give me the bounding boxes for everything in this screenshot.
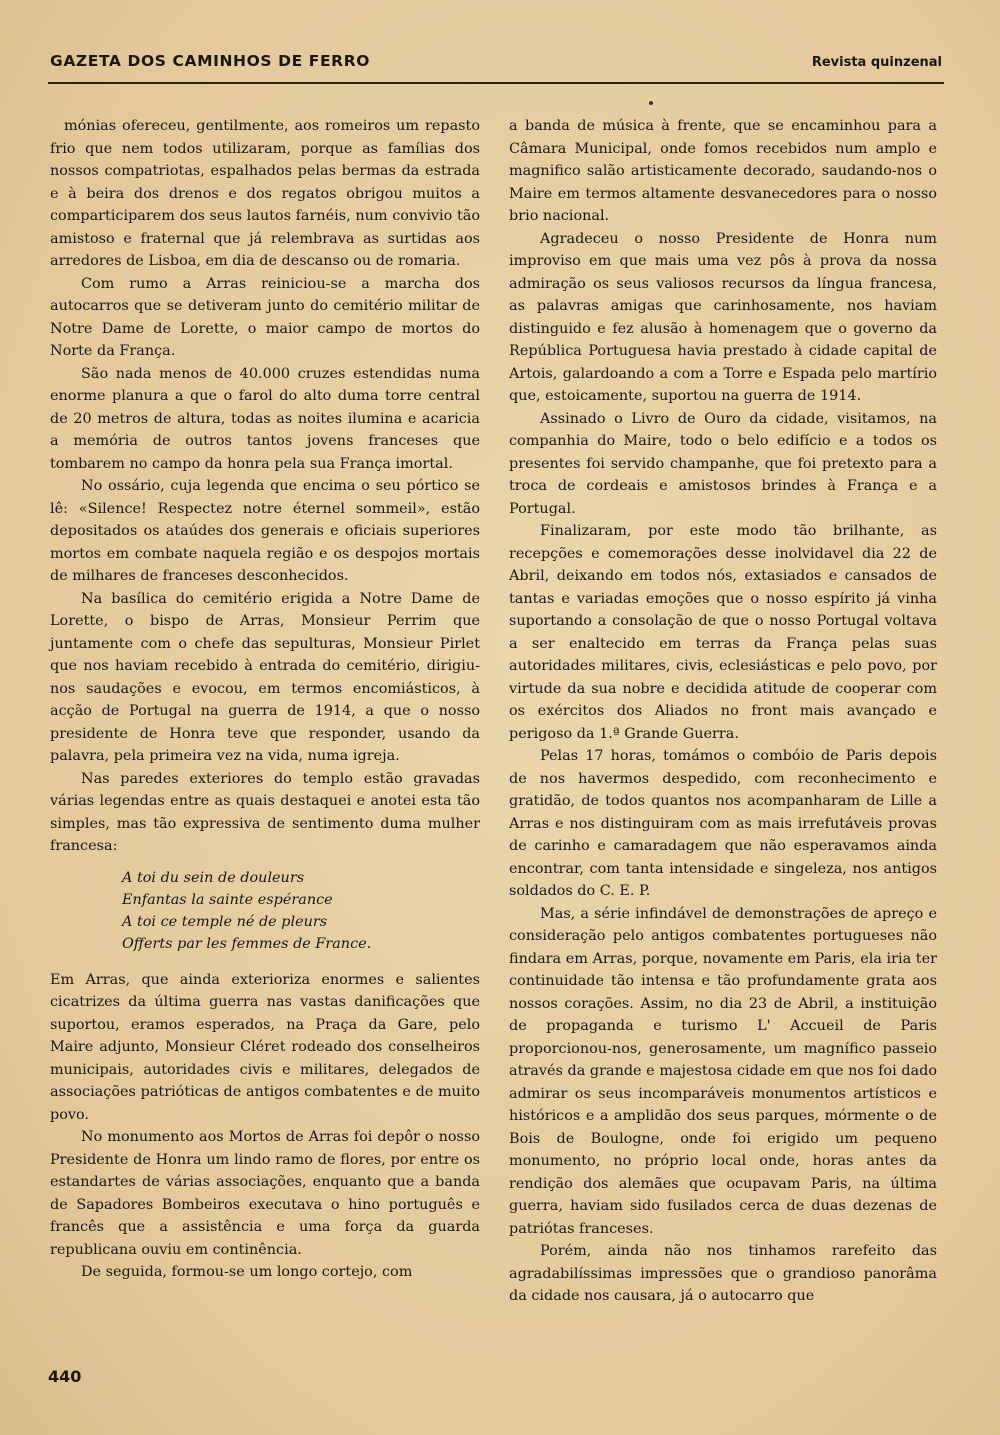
paragraph: São nada menos de 40.000 cruzes estendidas numa enorme planura a que o farol do alto duma torre central de 20 metros de altura, todas as noites ilumina e acaricia a memória de outros tantos jovens franceses que tombarem no campo da honra pela sua França imortal.: [50, 365, 480, 472]
poem-line: Enfantas la sainte espérance: [122, 891, 333, 908]
paragraph: Mas, a série infindável de demonstrações de apreço e consideração pelo antigos combatentes portugueses não findara em Arras, porque, novamente em Paris, ela iria ter continuidade tão intensa e tão profundamente grata aos nossos corações. Assim, no dia 23 de Abril, a instituição de propaganda e turismo L' Accueil de Paris proporcionou-nos, generosamente, um magnífico passeio através da grande e majestosa cidade em que nos foi dado admirar os seus incomparáveis monumentos artísticos e históricos e a amplidão dos seus parques, mórmente o de Bois de Boulogne, onde foi erigido um pequeno monumento, no próprio local onde, horas antes da rendição dos alemães que ocupavam Paris, na última guerra, haviam sido fusilados cerca de duas dezenas de patriótas franceses.: [509, 905, 937, 1237]
paragraph: Nas paredes exteriores do templo estão gravadas várias legendas entre as quais destaquei e anotei esta tão simples, mas tão expressiva de sentimento duma mulher francesa:: [50, 770, 480, 854]
page-header: [50, 50, 942, 80]
right-column: [509, 115, 937, 1308]
journal-title: GAZETA DOS CAMINHOS DE FERRO: [50, 52, 371, 70]
paragraph: De seguida, formou-se um longo cortejo, com: [81, 1264, 413, 1281]
header-rule: [48, 82, 944, 84]
paragraph: Pelas 17 horas, tomámos o combóio de Paris depois de nos havermos despedido, com reconhecimento e gratidão, de todos quantos nos acompanharam de Lille a Arras e nos distinguiram com as mais irrefutáveis provas de carinho e camaradagem que não esperavamos ainda encontrar, com tanta intensidade e singeleza, nos antigos soldados do C. E. P.: [509, 748, 937, 899]
paragraph: mónias ofereceu, gentilmente, aos romeiros um repasto frio que nem todos utilizaram, porque as famílias dos nossos compatriotas, espalhados pelas bermas da estrada e à beira dos drenos e dos regatos obrigou muitos a comparticiparem dos seus lautos farnéis, num convivio tão amistoso e fraternal que já relembrava as surtidas aos arredores de Lisboa, em dia de descanso ou de romaria.: [50, 118, 480, 269]
journal-subtitle: Revista quinzenal: [811, 55, 942, 70]
paragraph: Em Arras, que ainda exterioriza enormes e salientes cicatrizes da última guerra nas vastas danificações que suportou, eramos esperados, na Praça da Gare, pelo Maire adjunto, Monsieur Cléret rodeado dos conselheiros municipais, autoridades civis e militares, delegados de associações patrióticas de antigos combatentes e de muito povo.: [50, 971, 480, 1123]
paragraph: Finalizaram, por este modo tão brilhante, as recepções e comemorações desse inolvidavel dia 22 de Abril, deixando em todos nós, extasiados e cansados de tantas e variadas emoções que o nosso espírito já vinha suportando a consolação de que o nosso Portugal voltava a ser enaltecido em terras da França pelas suas autoridades militares, civis, eclesiásticas e pelo povo, por virtude da sua nobre e decidida atitude de cooperar com os exércitos dos Aliados no front mais avançado e perigoso da 1.ª Grande Guerra.: [509, 523, 937, 742]
poem-line: A toi ce temple né de pleurs: [122, 914, 328, 931]
paragraph: No monumento aos Mortos de Arras foi depôr o nosso Presidente de Honra um lindo ramo de flores, por entre os estandartes de várias associações, enquanto que a banda de Sapadores Bombeiros executava o hino português e francês que a assistência e uma força da guarda republicana ouviu em continência.: [50, 1129, 480, 1258]
left-column: [50, 115, 480, 1284]
poem-quote: [122, 867, 480, 956]
paragraph: Porém, ainda não nos tinhamos rarefeito das agradabilíssimas impressões que o grandioso panorâma da cidade nos causara, já o autocarro que: [509, 1243, 937, 1304]
paragraph: Na basílica do cemitério erigida a Notre Dame de Lorette, o bispo de Arras, Monsieur Perrim que juntamente com o chefe das sepulturas, Monsieur Pirlet que nos haviam recebido à entrada do cemitério, dirigiu-nos saudações e evocou, em termos encomiásticos, à acção de Portugal na guerra de 1914, a que o nosso presidente de Honra teve que responder, usando da palavra, pela primeira vez na vida, numa igreja.: [50, 590, 480, 764]
poem-line: Offerts par les femmes de France.: [122, 936, 372, 953]
paragraph: Assinado o Livro de Ouro da cidade, visitamos, na companhia do Maire, todo o belo edifício e a todos os presentes foi servido champanhe, que foi pretexto para a troca de cordeais e amistosos brindes à França e a Portugal.: [509, 410, 937, 517]
paragraph: a banda de música à frente, que se encaminhou para a Câmara Municipal, onde fomos recebidos num amplo e magnifico salão artisticamente decorado, saudando-nos o Maire em termos altamente desvanecedores para o nosso brio nacional.: [509, 118, 937, 224]
ink-spot: [649, 101, 653, 105]
paragraph: No ossário, cuja legenda que encima o seu pórtico se lê: «Silence! Respectez notre éternel sommeil», estão depositados os ataúdes dos generais e oficiais superiores mortos em combate naquela região e os despojos mortais de milhares de franceses desconhecidos.: [50, 478, 480, 584]
paragraph: Com rumo a Arras reiniciou-se a marcha dos autocarros que se detiveram junto do cemitério militar de Notre Dame de Lorette, o maior campo de mortos do Norte da França.: [50, 275, 480, 359]
page-number: 440: [48, 1367, 82, 1386]
paragraph: Agradeceu o nosso Presidente de Honra num improviso em que mais uma vez pôs à prova da nossa admiração os seus valiosos recursos da língua francesa, as palavras amigas que carinhosamente, nos haviam distinguido e fez alusão à homenagem que o governo da República Portuguesa havia prestado à cidade capital de Artois, galardoando a com a Torre e Espada pelo martírio que, estoicamente, suportou na guerra de 1914.: [509, 230, 937, 404]
poem-line: A toi du sein de douleurs: [122, 869, 305, 886]
